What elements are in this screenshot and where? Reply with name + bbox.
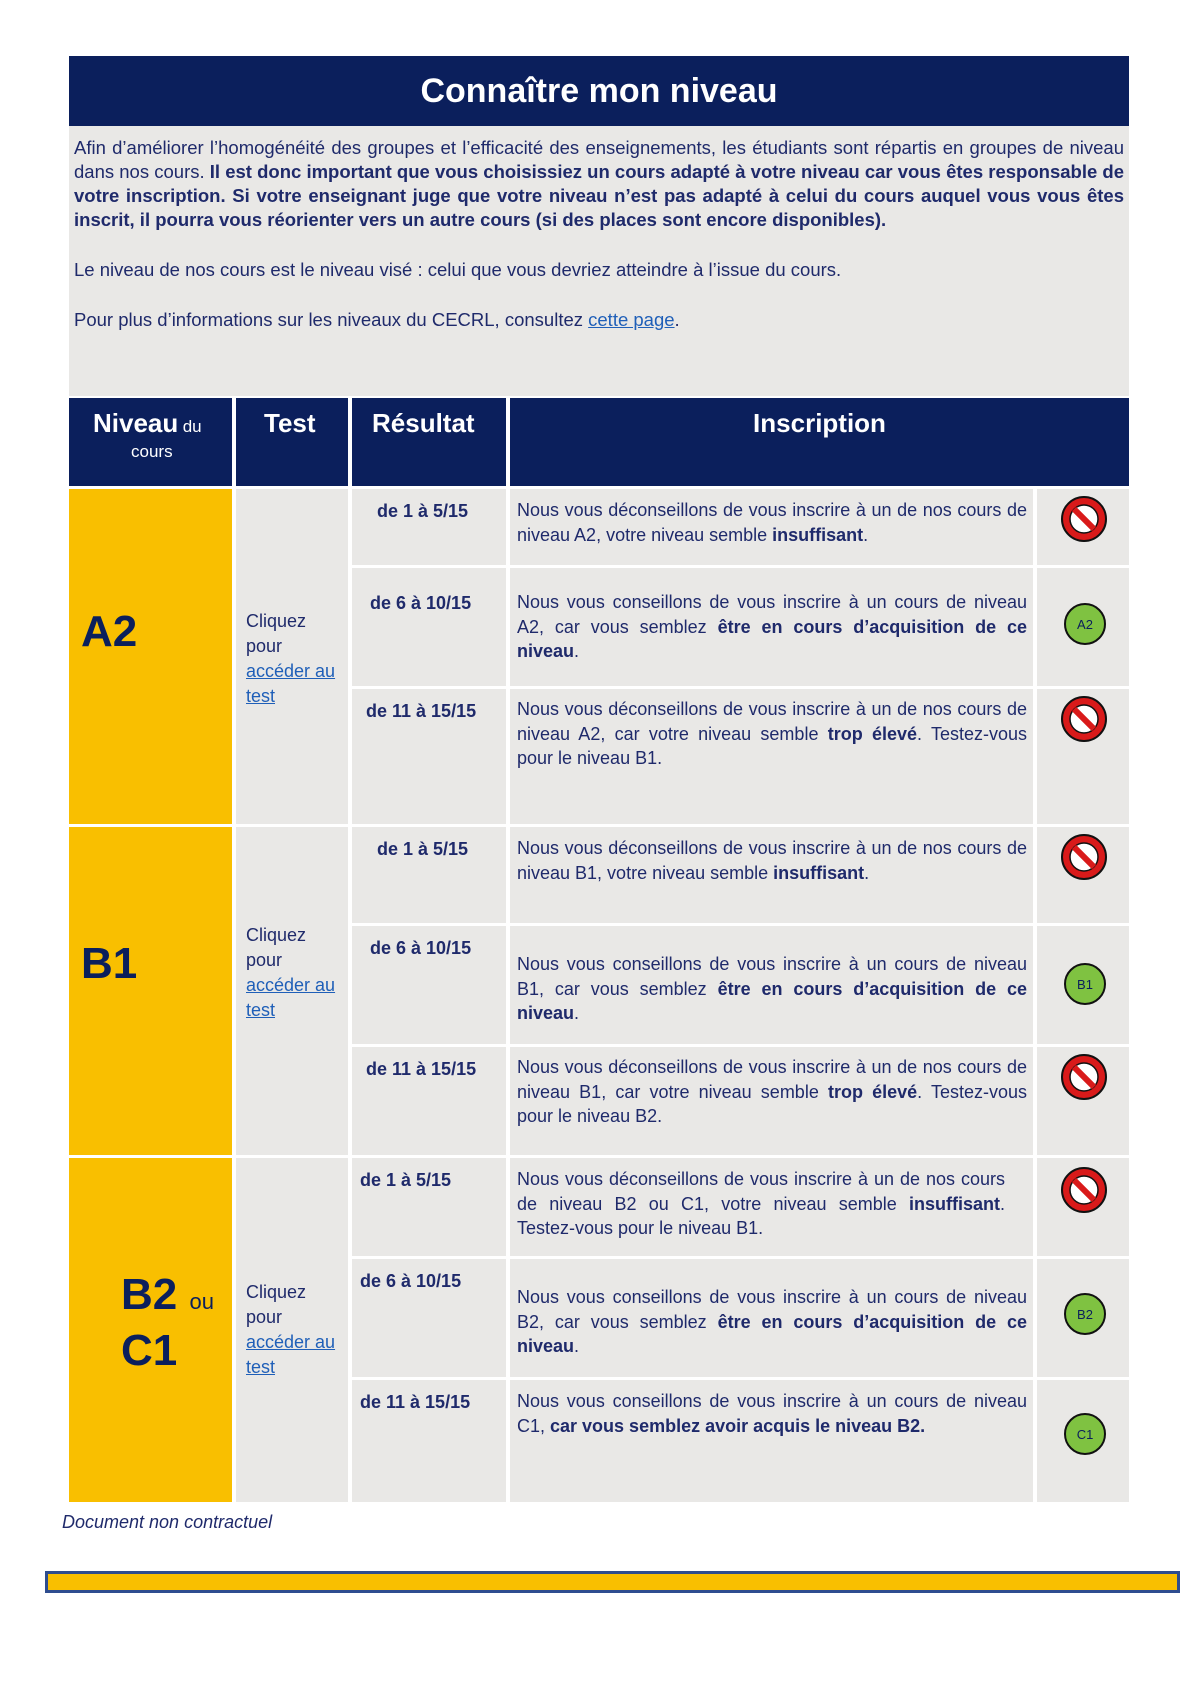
inscription-cell [510, 1380, 1033, 1502]
intro-text: Afin d’améliorer l’homogénéité des groupes et l’efficacité des enseignements, les étudiants sont répartis en groupes de niveau dans nos cours. [74, 137, 1124, 182]
no-entry-icon [1060, 833, 1108, 881]
intro-paragraph-2: Le niveau de nos cours est le niveau visé : celui que vous devriez atteindre à l’issue du cours. [74, 259, 842, 280]
header-test-label: Test [264, 408, 316, 438]
intro-box [69, 126, 1129, 396]
icon-cell [1037, 827, 1129, 923]
level-b1-icon [1063, 962, 1107, 1006]
footer-bar [45, 1571, 1180, 1593]
test-prefix: Cliquez pour [246, 1282, 307, 1327]
test-prefix: Cliquez pour [246, 611, 307, 656]
level-c1-icon [1063, 1412, 1107, 1456]
result-label: de 11 à 15/15 [360, 1392, 471, 1412]
intro-link-suffix: . [674, 309, 680, 330]
result-cell [352, 568, 506, 686]
header-inscription [510, 398, 1129, 486]
header-niveau-du: du [182, 417, 202, 436]
icon-cell [1037, 568, 1129, 686]
result-cell [352, 1158, 506, 1256]
result-cell [352, 926, 506, 1044]
inscription-text: Nous vous déconseillons de vous inscrire à un de nos cours de niveau B1, car votre niveau semble trop élevé. Testez-vous pour le niveau B2. [517, 1057, 1027, 1126]
svg-text:B1: B1 [1077, 977, 1093, 992]
result-label: de 6 à 10/15 [370, 593, 472, 613]
icon-cell [1037, 689, 1129, 824]
header-niveau [69, 398, 232, 486]
inscription-text: Nous vous déconseillons de vous inscrire à un de nos cours de niveau B2 ou C1, votre niveau semble insuffisant. Testez-vous pour le niveau B1. [517, 1169, 1005, 1238]
result-label: de 1 à 5/15 [377, 839, 469, 859]
inscription-text: Nous vous déconseillons de vous inscrire à un de nos cours de niveau A2, car votre niveau semble trop élevé. Testez-vous pour le niveau B1. [517, 699, 1027, 768]
level-a2-icon [1063, 602, 1107, 646]
result-label: de 6 à 10/15 [370, 938, 472, 958]
icon-cell [1037, 1380, 1129, 1502]
cecrl-page-link[interactable]: cette page [588, 309, 675, 330]
inscription-cell [510, 568, 1033, 686]
test-link-b1[interactable]: accéder au test [246, 975, 336, 1020]
level-label-b2: B2 [121, 1270, 178, 1319]
page-title: Connaître mon niveau [69, 56, 1129, 126]
header-test [236, 398, 348, 486]
inscription-cell [510, 1047, 1033, 1155]
icon-cell [1037, 1259, 1129, 1377]
result-label: de 11 à 15/15 [366, 701, 477, 721]
result-cell [352, 1259, 506, 1377]
result-cell [352, 827, 506, 923]
svg-text:B2: B2 [1077, 1307, 1093, 1322]
no-entry-icon [1060, 1166, 1108, 1214]
result-label: de 11 à 15/15 [366, 1059, 477, 1079]
inscription-cell [510, 689, 1033, 824]
result-cell [352, 1047, 506, 1155]
inscription-cell [510, 489, 1033, 565]
result-cell [352, 1380, 506, 1502]
intro-paragraph-1 [74, 136, 1124, 232]
icon-cell [1037, 1158, 1129, 1256]
result-cell [352, 689, 506, 824]
header-resultat-label: Résultat [372, 408, 475, 438]
test-cell-b2-c1 [236, 1158, 348, 1502]
inscription-cell [510, 926, 1033, 1044]
footer-note: Document non contractuel [62, 1512, 273, 1532]
level-label-ou: ou [189, 1289, 214, 1314]
intro-bold-text: Il est donc important que vous choisissiez un cours adapté à votre niveau car vous êtes responsable de votre inscription. Si votre enseignant juge que votre niveau n’est pas adapté à celui du cours auquel vous vous êtes inscrit, il pourra vous réorienter vers un autre cours (si des places sont encore disponibles). [74, 161, 1124, 230]
test-link-b2-c1[interactable]: accéder au test [246, 1332, 336, 1377]
level-cell-a2 [69, 489, 232, 824]
inscription-cell [510, 1158, 1033, 1256]
test-prefix: Cliquez pour [246, 925, 307, 970]
level-cell-b2-c1 [69, 1158, 232, 1502]
inscription-text: Nous vous conseillons de vous inscrire à un cours de niveau B2, car vous semblez être en cours d’acquisition de ce niveau. [517, 1287, 1027, 1356]
header-resultat [352, 398, 506, 486]
header-niveau-cours: cours [131, 442, 173, 461]
no-entry-icon [1060, 695, 1108, 743]
inscription-text: Nous vous conseillons de vous inscrire à un cours de niveau A2, car vous semblez être en cours d’acquisition de ce niveau. [517, 592, 1027, 661]
svg-text:A2: A2 [1077, 617, 1093, 632]
no-entry-icon [1060, 1053, 1108, 1101]
inscription-cell [510, 1259, 1033, 1377]
header-inscription-label: Inscription [753, 408, 886, 438]
test-cell-b1 [236, 827, 348, 1155]
inscription-text: Nous vous déconseillons de vous inscrire à un de nos cours de niveau B1, votre niveau semble insuffisant. [517, 838, 1027, 883]
inscription-cell [510, 827, 1033, 923]
level-label-b1: B1 [81, 939, 138, 988]
header-niveau-label: Niveau [93, 408, 179, 438]
level-label-a2: A2 [81, 607, 138, 656]
result-label: de 1 à 5/15 [377, 501, 469, 521]
level-b2-icon [1063, 1292, 1107, 1336]
level-cell-b1 [69, 827, 232, 1155]
result-cell [352, 489, 506, 565]
result-label: de 6 à 10/15 [360, 1271, 462, 1291]
inscription-text: Nous vous conseillons de vous inscrire à un cours de niveau B1, car vous semblez être en cours d’acquisition de ce niveau. [517, 954, 1027, 1023]
inscription-text: Nous vous conseillons de vous inscrire à un cours de niveau C1, car vous semblez avoir acquis le niveau B2. [517, 1391, 1027, 1436]
icon-cell [1037, 489, 1129, 565]
intro-paragraph-3 [74, 308, 1124, 332]
no-entry-icon [1060, 495, 1108, 543]
test-cell-a2 [236, 489, 348, 824]
result-label: de 1 à 5/15 [360, 1170, 452, 1190]
icon-cell [1037, 926, 1129, 1044]
intro-link-prefix: Pour plus d’informations sur les niveaux du CECRL, consultez [74, 309, 589, 330]
test-link-a2[interactable]: accéder au test [246, 661, 336, 706]
level-label-c1: C1 [121, 1326, 178, 1375]
inscription-text: Nous vous déconseillons de vous inscrire à un de nos cours de niveau A2, votre niveau semble insuffisant. [517, 500, 1027, 545]
svg-text:C1: C1 [1076, 1427, 1094, 1442]
icon-cell [1037, 1047, 1129, 1155]
